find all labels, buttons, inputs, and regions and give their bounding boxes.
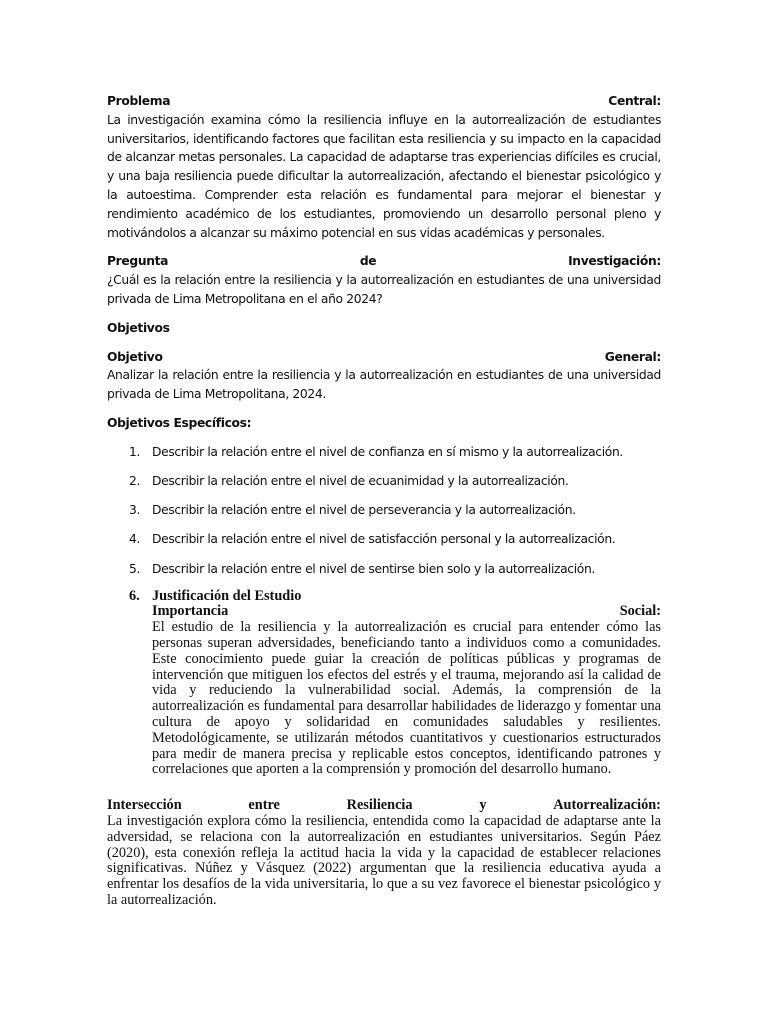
pregunta-heading-w3: Investigación: (568, 254, 661, 269)
problema-body: La investigación examina cómo la resiliencia influye en la autorrealización de estudiantes universitarios, identificando factores que facilitan esta resiliencia y su impacto en la capacidad de alcanzar metas personales. La capacidad de adaptarse tras experiencias difíciles es crucial, y una baja resiliencia puede dificultar la autorrealización, afectando el bienestar psicológico y la autoestima. Comprender esta relación es fundamental para mejorar el bienestar y rendimiento académico de los estudiantes, promoviendo un desarrollo personal pleno y motivándolos a alcanzar su máximo potencial en sus vidas académicas y personales. (107, 112, 661, 240)
section-problema (107, 92, 661, 242)
justificacion-body: El estudio de la resiliencia y la autorrealización es crucial para entender cómo las personas superan adversidades, beneficiando tanto a individuos como a comunidades. Este conocimiento puede guiar la creación de políticas públicas y programas de intervención que mitiguen los efectos del estrés y el trauma, mejorando así la calidad de vida y reduciendo la vulnerabilidad social. Además, la comprensión de la autorrealización es fundamental para desarrollar habilidades de liderazgo y fomentar una cultura de apoyo y solidaridad en comunidades saludables y resilientes. Metodológicamente, se utilizarán métodos cuantitativos y cuestionarios estructurados para medir de manera precisa y replicable estos conceptos, identificando patrones y correlaciones que aporten a la comprensión y promoción del desarrollo humano. (152, 619, 661, 778)
objetivos-especificos-heading: Objetivos Específicos: (107, 415, 252, 430)
interseccion-body: La investigación explora cómo la resiliencia, entendida como la capacidad de adaptarse ante la adversidad, se relaciona con la autorrealización en estudiantes universitarios. Según Páez (2020), esta conexión refleja la actitud hacia la vida y la capacidad de establecer relaciones significativas. Núñez y Vásquez (2022) argumentan que la resiliencia educativa ayuda a enfrentar los desafíos de la vida universitaria, lo que a su vez favorece el bienestar psicológico y la autorrealización. (107, 813, 661, 909)
section-objetivos-especificos (107, 414, 661, 578)
objetivos-especificos-list (107, 443, 661, 579)
list-item (107, 443, 661, 462)
section-interseccion (107, 798, 661, 909)
objetivo-general-heading (107, 348, 661, 367)
pregunta-heading (107, 252, 661, 271)
section-justificacion (107, 589, 661, 779)
section-objetivo-general (107, 348, 661, 404)
importancia-social-heading (152, 604, 661, 620)
interseccion-heading-w3: Resiliencia (346, 797, 413, 814)
list-item-text: Describir la relación entre el nivel de sentirse bien solo y la autorrealización. (152, 561, 595, 576)
interseccion-heading-w4: y (479, 797, 487, 814)
list-item-text: Describir la relación entre el nivel de confianza en sí mismo y la autorrealización. (152, 444, 623, 459)
document-page (107, 92, 661, 909)
list-item-text: Describir la relación entre el nivel de ecuanimidad y la autorrealización. (152, 473, 569, 488)
interseccion-heading-w2: entre (248, 797, 280, 814)
list-item-number: 5. (129, 561, 141, 576)
interseccion-heading (107, 798, 661, 814)
list-item-text: Describir la relación entre el nivel de satisfacción personal y la autorrealización. (152, 532, 616, 547)
list-item-number: 2. (129, 473, 141, 488)
importancia-right: Social: (619, 603, 661, 620)
interseccion-heading-w1: Intersección (107, 797, 182, 814)
section-pregunta (107, 252, 661, 308)
objetivos-heading: Objetivos (107, 320, 170, 335)
problema-heading-left: Problema (107, 94, 171, 108)
pregunta-heading-w2: de (359, 254, 377, 269)
pregunta-body: ¿Cuál es la relación entre la resiliencia y la autorrealización en estudiantes de una universidad privada de Lima Metropolitana en el año 2024? (107, 273, 661, 306)
list-item-text: Describir la relación entre el nivel de perseverancia y la autorrealización. (152, 503, 576, 518)
problema-heading (107, 92, 661, 111)
interseccion-heading-w5: Autorrealización: (553, 797, 661, 814)
objetivo-general-right: General: (604, 349, 661, 364)
list-item (107, 472, 661, 491)
list-item (107, 530, 661, 549)
objetivo-general-left: Objetivo (107, 349, 163, 364)
justificacion-number: 6. (129, 587, 140, 604)
list-item (107, 560, 661, 579)
importancia-left: Importancia (152, 603, 229, 620)
list-item-number: 3. (129, 503, 141, 518)
problema-heading-right: Central: (608, 94, 661, 108)
pregunta-heading-w1: Pregunta (107, 254, 169, 269)
list-item-number: 1. (129, 444, 141, 459)
justificacion-heading: Justificación del Estudio (152, 587, 302, 604)
list-item (107, 501, 661, 520)
objetivo-general-body: Analizar la relación entre la resiliencia y la autorrealización en estudiantes de una universidad privada de Lima Metropolitana, 2024. (107, 368, 661, 402)
section-objetivos (107, 319, 661, 338)
list-item-number: 4. (129, 532, 141, 547)
